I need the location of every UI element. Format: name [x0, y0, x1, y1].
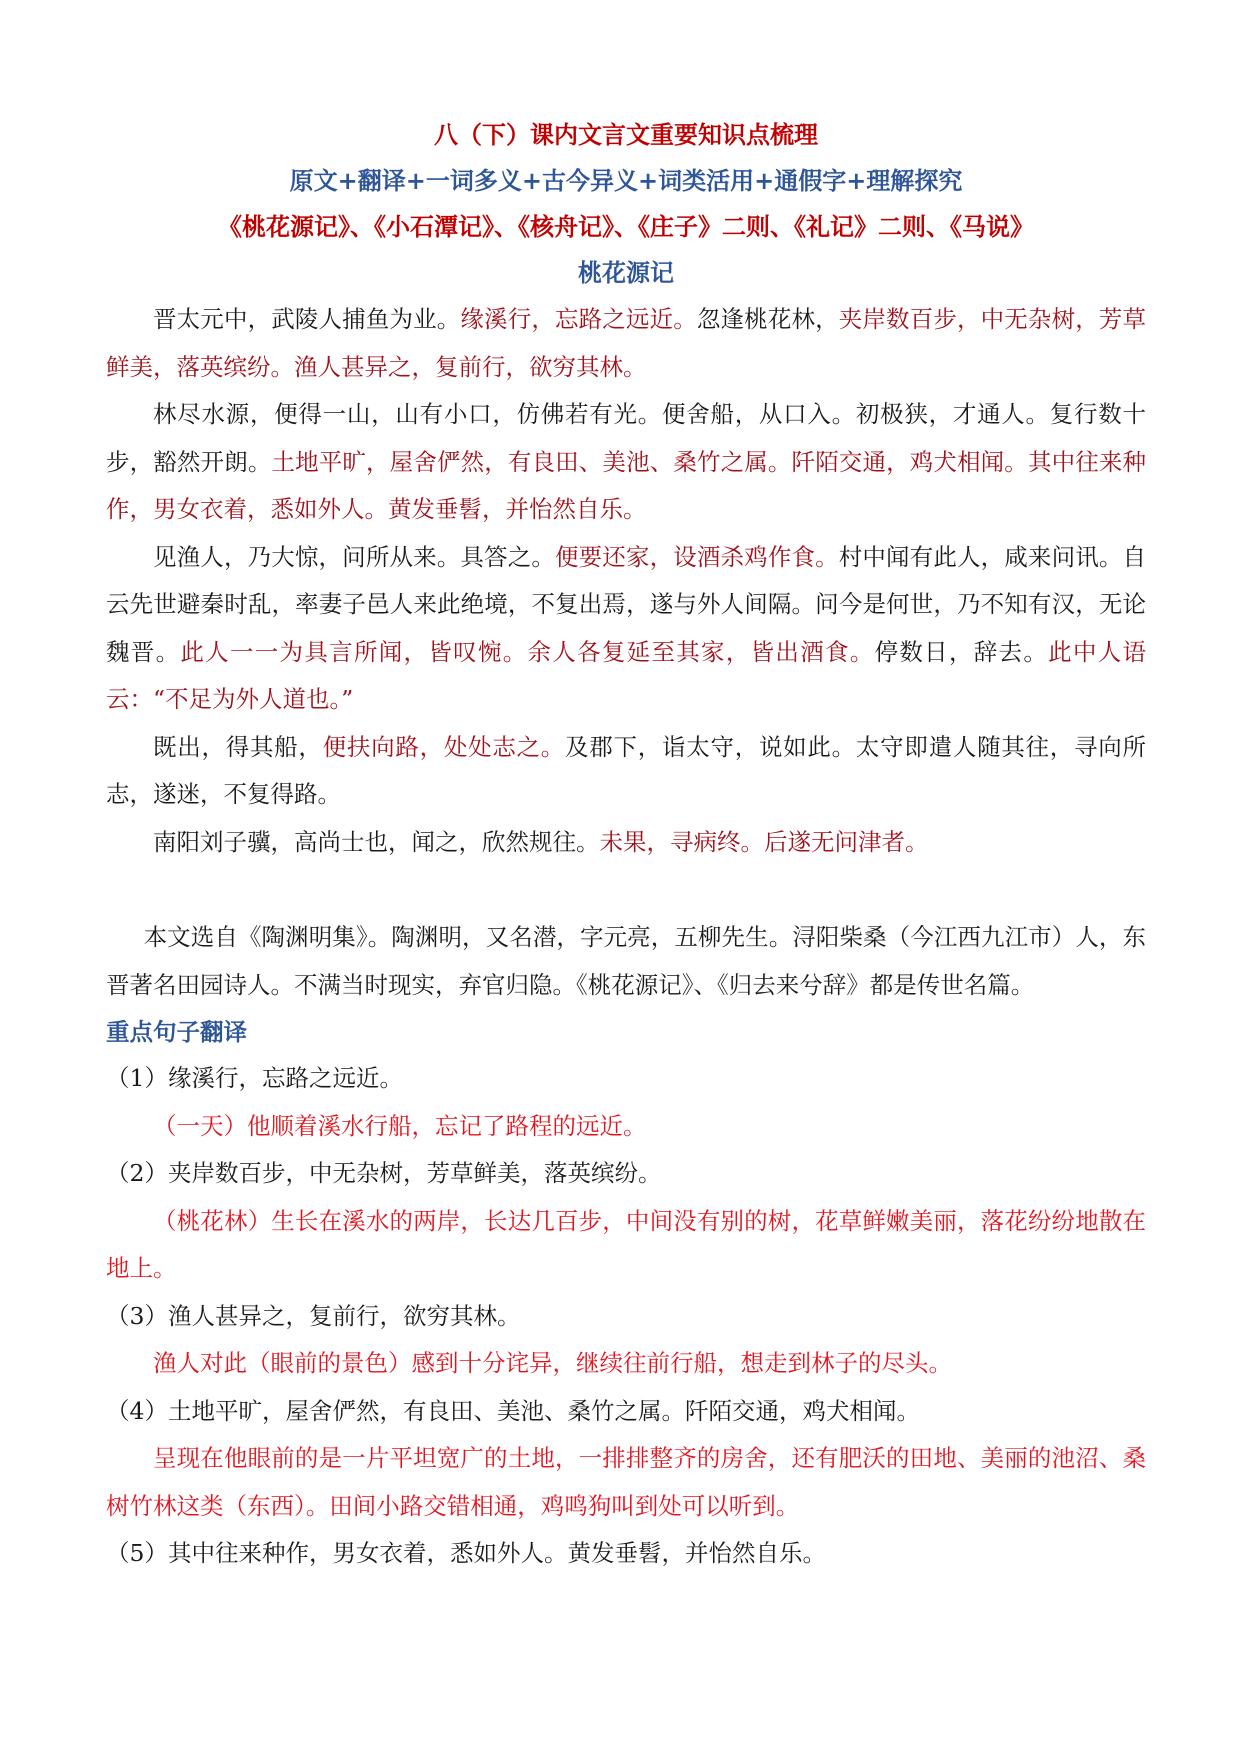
sentence-question: （1）缘溪行，忘路之远近。 — [106, 1064, 403, 1092]
text-segment: 南阳刘子骥，高尚士也，闻之，欣然规往。 — [153, 827, 600, 856]
text-segment: 忽逢桃花林， — [696, 305, 839, 333]
text-paragraph — [106, 296, 1146, 391]
text-segment: 晋太元中，武陵人捕鱼为业。 — [153, 305, 461, 333]
text-paragraph — [106, 819, 1146, 867]
text-paragraph — [106, 534, 1146, 724]
text-paragraph — [106, 391, 1146, 534]
text-segment-highlight: 此中人语云：“不足为外人道也。” — [106, 637, 1147, 713]
sentence-question: （5）其中往来种作，男女衣着，悉如外人。黄发垂髫，并怡然自乐。 — [106, 1539, 826, 1567]
text-segment-highlight: 未果，寻病终。后遂无问津者。 — [599, 827, 929, 856]
author-intro: 本文选自《陶渊明集》。陶渊明，又名潜，字元亮，五柳先生。浔阳柴桑（今江西九江市）人，东晋著名田园诗人。不满当时现实，弃官归隐。《桃花源记》、《归去来兮辞》都是传世名篇。 — [106, 923, 1146, 999]
text-segment: 村中闻有此人，咸来问讯。自云先世避秦时乱，率妻子邑人来此绝境，不复出焉，遂与外人间隔。问今是何世，乃不知有汉，无论魏晋。 — [106, 542, 1147, 666]
section-title-key-sentences: 重点句子翻译 — [106, 1018, 247, 1046]
text-segment-highlight: 缘溪行，忘路之远近。 — [460, 305, 697, 333]
sentence-translation: 渔人对此（眼前的景色）感到十分诧异，继续往前行船，想走到林子的尽头。 — [153, 1349, 952, 1377]
text-segment: 既出，得其船， — [153, 732, 323, 761]
text-segment-highlight: 夹岸数百步，中无杂树，芳草鲜美，落英缤纷。渔人甚异之，复前行，欲穷其林。 — [106, 305, 1147, 381]
sentence-translation: 呈现在他眼前的是一片平坦宽广的土地，一排排整齐的房舍，还有肥沃的田地、美丽的池沼、桑树竹林这类（东西）。田间小路交错相通，鸡鸣狗叫到处可以听到。 — [106, 1444, 1146, 1520]
sentence-question: （4）土地平旷，屋舍俨然，有良田、美池、桑竹之属。阡陌交通，鸡犬相闻。 — [106, 1396, 920, 1425]
text-segment: 及郡下，诣太守，说如此。太守即遣人随其往，寻向所志，遂迷，不复得路。 — [106, 732, 1147, 808]
sentence-question: （3）渔人甚异之，复前行，欲穷其林。 — [106, 1301, 521, 1330]
subtitle-contents: 原文+翻译+一词多义+古今异义+词类活用+通假字+理解探究 — [289, 166, 963, 195]
text-segment: 林尽水源，便得一山，山有小口，仿佛若有光。便舍船，从口入。初极狭，才通人。复行数十步，豁然开朗。 — [106, 400, 1146, 476]
text-segment-highlight: 便扶向路，处处志之。 — [322, 732, 566, 761]
main-title: 八（下）课内文言文重要知识点梳理 — [434, 120, 818, 149]
spacer — [106, 866, 1146, 914]
document-content — [106, 110, 1146, 1578]
sentence-question: （2）夹岸数百步，中无杂树，芳草鲜美，落英缤纷。 — [106, 1159, 662, 1187]
text-segment: 见渔人，乃大惊，问所从来。具答之。 — [153, 542, 555, 571]
original-text — [106, 296, 1146, 866]
subtitle-article-list: 《桃花源记》、《小石潭记》、《核舟记》、《庄子》二则、《礼记》二则、《马说》 — [218, 212, 1034, 241]
text-segment-highlight: 此人一一为具言所闻，皆叹惋。余人各复延至其家，皆出酒食。 — [180, 637, 875, 666]
sentence-translation: （一天）他顺着溪水行船，忘记了路程的远近。 — [153, 1111, 647, 1140]
sentence-translation: （桃花林）生长在溪水的两岸，长达几百步，中间没有别的树，花草鲜嫩美丽，落花纷纷地散在地上。 — [106, 1206, 1146, 1282]
article-title: 桃花源记 — [578, 258, 674, 287]
text-paragraph — [106, 724, 1146, 819]
text-segment-highlight: 便要还家，设酒杀鸡作食。 — [555, 542, 839, 571]
key-sentence-list — [106, 1055, 1146, 1578]
text-segment-highlight: 土地平旷，屋舍俨然，有良田、美池、桑竹之属。阡陌交通，鸡犬相闻。其中往来种作，男女衣着，悉如外人。黄发垂髫，并怡然自乐。 — [106, 447, 1147, 523]
text-segment: 停数日，辞去。 — [874, 637, 1049, 666]
